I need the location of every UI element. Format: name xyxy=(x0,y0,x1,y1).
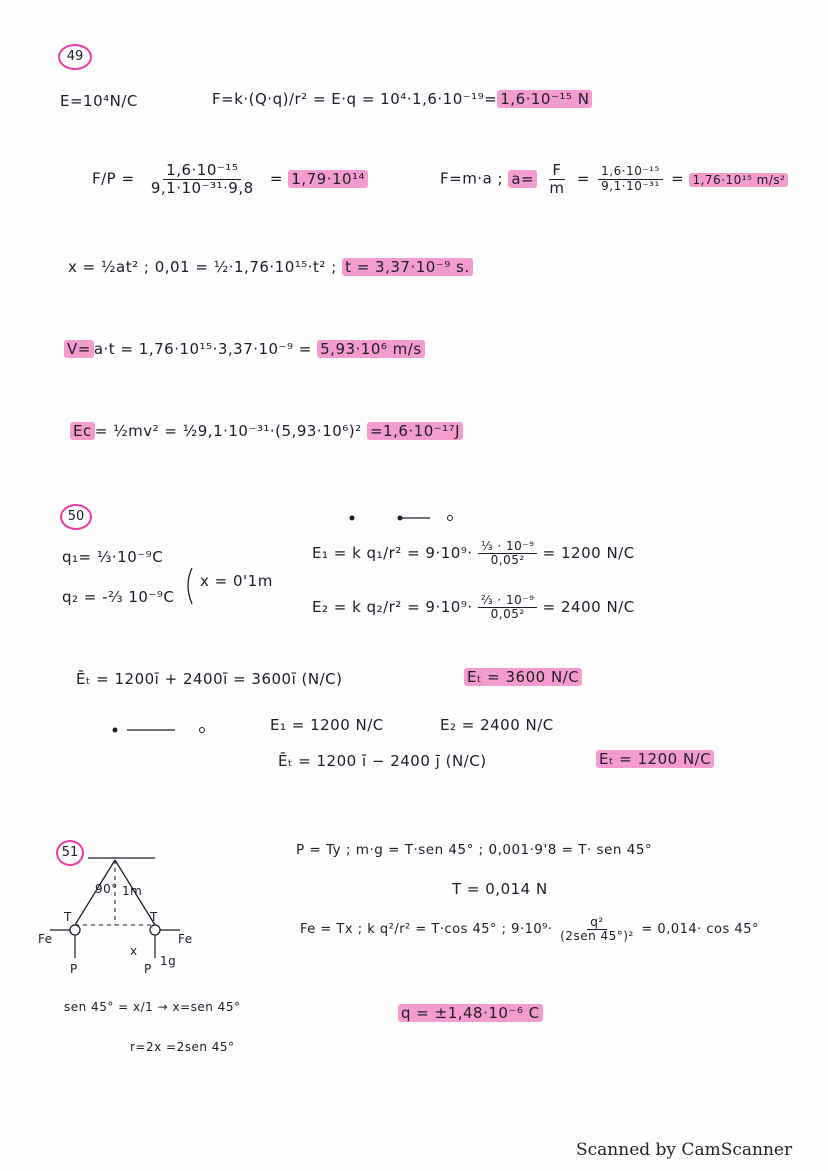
problem-number-49: 49 xyxy=(58,44,92,70)
ratio-numerator: 1,6·10⁻¹⁵ xyxy=(163,162,241,180)
e2-denominator: 0,05² xyxy=(490,607,525,622)
mass-label: 1g xyxy=(160,954,177,968)
acceleration-result-equals: = xyxy=(671,169,685,188)
length-label: 1m xyxy=(122,884,143,898)
acceleration-numerator: 1,6·10⁻¹⁵ xyxy=(598,165,663,179)
force-result: 1,6·10⁻¹⁵ N xyxy=(497,90,592,108)
e1-result: = 1200 N/C xyxy=(542,544,635,563)
acceleration-result: 1,76·10¹⁵ m/s² xyxy=(689,173,788,187)
weight-balance-equation: P = Ty ; m·g = T·sen 45° ; 0,001·9'8 = T· sen 45° xyxy=(296,842,653,858)
energy-expression: = ½mv² = ½9,1·10⁻³¹·(5,93·10⁶)² xyxy=(94,422,362,440)
r-equation: r=2x =2sen 45° xyxy=(130,1040,235,1054)
fe-label-right: Fe xyxy=(178,932,193,946)
tension-label-left: T xyxy=(64,910,72,924)
fe-label-left: Fe xyxy=(38,932,53,946)
e1-numerator: ⅓ · 10⁻⁹ xyxy=(478,540,538,554)
fe-expression: Fe = Tx ; k q²/r² = T·cos 45° ; 9·10⁹· xyxy=(300,922,553,938)
angle-label: 90° xyxy=(95,882,118,896)
total-field-a: Ēₜ = 1200ī + 2400ī = 3600ī (N/C) xyxy=(76,670,343,688)
scanner-watermark: Scanned by CamScanner xyxy=(576,1140,793,1160)
fe-fraction xyxy=(557,916,637,943)
weight-label-left: P xyxy=(70,962,78,976)
charge-sphere-right xyxy=(150,925,160,935)
charge-sphere-left xyxy=(70,925,80,935)
distance-value: x = 0'1m xyxy=(200,572,273,590)
e1-lhs: E₁ = k q₁/r² = 9·10⁹· xyxy=(312,544,473,563)
acceleration-lhs-denominator: m xyxy=(549,178,565,197)
fe-result: = 0,014· cos 45° xyxy=(641,922,759,938)
e2-b: E₂ = 2400 N/C xyxy=(440,716,554,734)
ratio-result: 1,79·10¹⁴ xyxy=(288,170,368,188)
fe-denominator: (2sen 45°)² xyxy=(560,929,634,944)
time-result: t = 3,37·10⁻⁹ s. xyxy=(342,258,473,276)
ratio-equals: = xyxy=(269,169,283,188)
velocity-result: 5,93·10⁶ m/s xyxy=(317,340,425,358)
e2-numerator: ⅔ · 10⁻⁹ xyxy=(478,594,538,608)
acceleration-denominator: 9,1·10⁻³¹ xyxy=(601,178,660,193)
e2-result: = 2400 N/C xyxy=(542,598,635,617)
acceleration-lhs-numerator: F xyxy=(549,162,564,180)
problem-number-50: 50 xyxy=(60,504,92,530)
sen-equation: sen 45° = x/1 → x=sen 45° xyxy=(64,1000,241,1014)
acceleration-symbol: a= xyxy=(508,170,537,188)
q2-value: q₂ = -⅔ 10⁻⁹C xyxy=(62,588,175,606)
total-field-b-result: Eₜ = 1200 N/C xyxy=(596,750,714,768)
position-expression: x = ½at² ; 0,01 = ½·1,76·10¹⁵·t² ; xyxy=(68,258,337,276)
x-label: x xyxy=(130,944,138,958)
weight-label-right: P xyxy=(144,962,152,976)
ratio-denominator: 9,1·10⁻³¹·9,8 xyxy=(150,178,254,197)
q1-value: q₁= ⅓·10⁻⁹C xyxy=(62,548,164,566)
e2-lhs: E₂ = k q₂/r² = 9·10⁹· xyxy=(312,598,473,617)
total-field-b: Ēₜ = 1200 ī − 2400 j̄ (N/C) xyxy=(278,752,487,770)
e1-b: E₁ = 1200 N/C xyxy=(270,716,384,734)
fe-balance-equation xyxy=(300,916,759,943)
tension-result: T = 0,014 N xyxy=(452,880,548,898)
force-expression: F=k·(Q·q)/r² = E·q = 10⁴·1,6·10⁻¹⁹= xyxy=(212,90,498,108)
ratio-lhs: F/P = xyxy=(92,169,135,188)
acceleration-equals: = xyxy=(576,169,590,188)
fe-numerator: q² xyxy=(587,916,606,930)
velocity-label: V= xyxy=(64,340,94,358)
e1-denominator: 0,05² xyxy=(490,553,525,568)
tension-label-right: T xyxy=(150,910,158,924)
charge-result: q = ±1,48·10⁻⁶ C xyxy=(398,1004,543,1022)
energy-label: Ec xyxy=(70,422,95,440)
field-value: E=10⁴N/C xyxy=(60,92,138,110)
problem-number-51: 51 xyxy=(56,840,84,866)
velocity-expression: a·t = 1,76·10¹⁵·3,37·10⁻⁹ = xyxy=(93,340,312,358)
acceleration-prefix: F=m·a ; xyxy=(440,169,509,188)
total-field-a-result: Eₜ = 3600 N/C xyxy=(464,668,582,686)
energy-result: =1,6·10⁻¹⁷J xyxy=(367,422,463,440)
